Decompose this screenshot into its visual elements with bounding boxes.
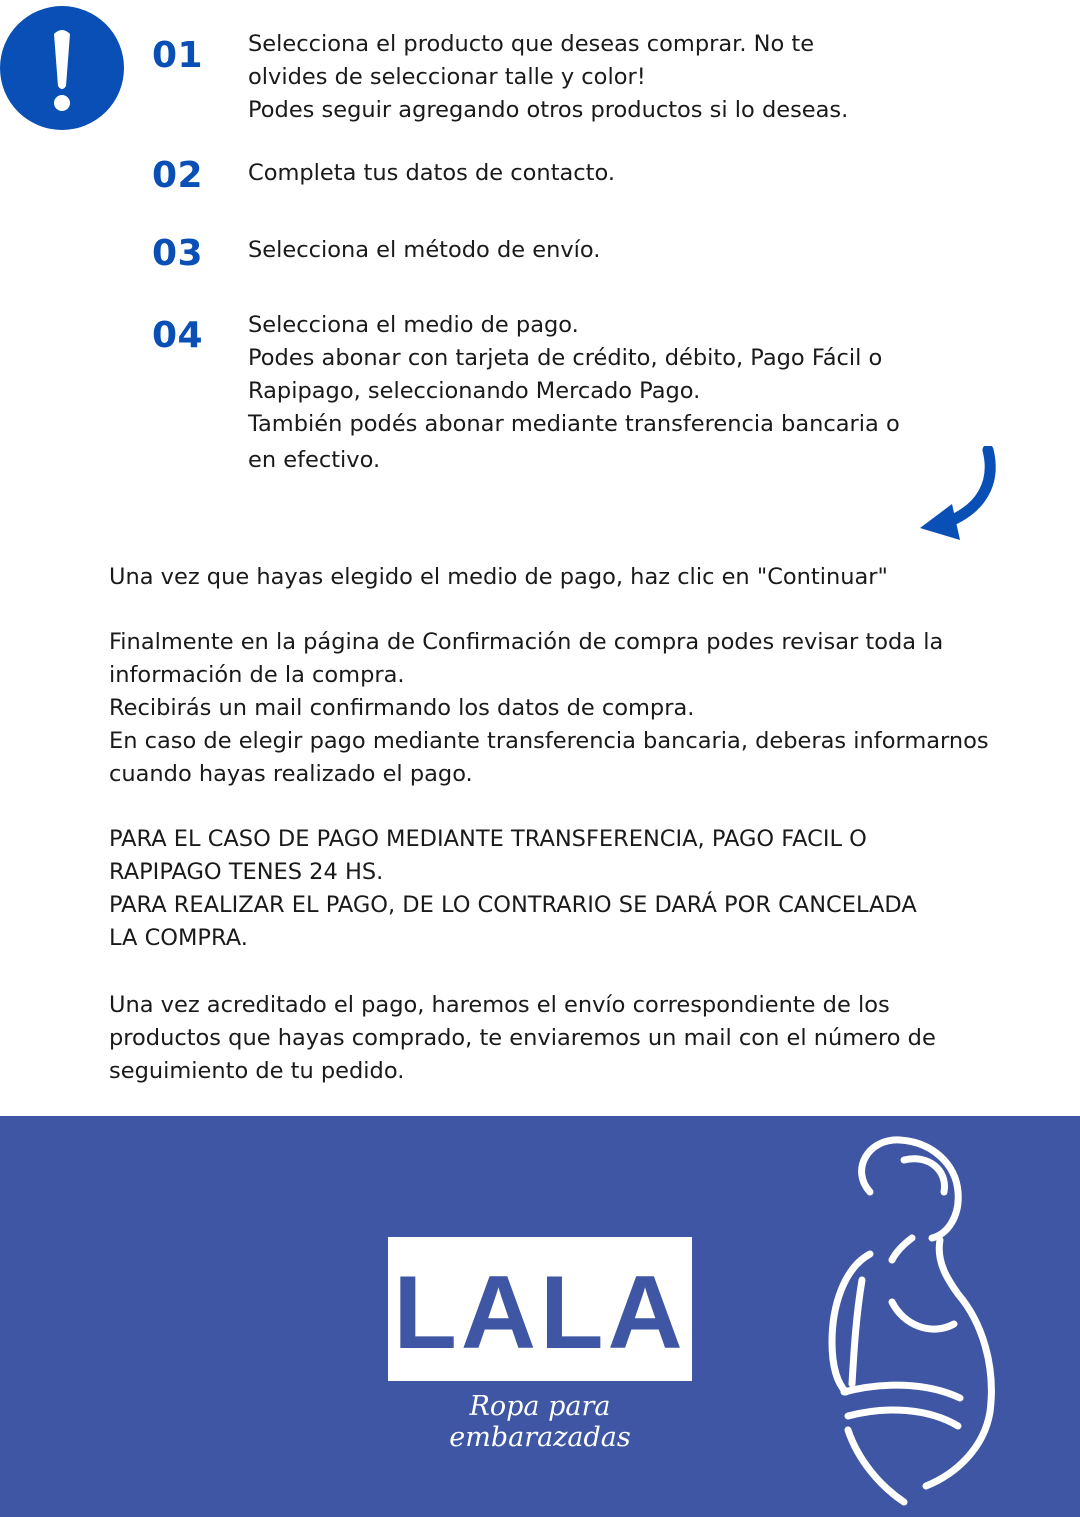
step-number-04: 04 (152, 315, 204, 356)
warning-line: RAPIPAGO TENES 24 HS. (109, 859, 384, 885)
step-text-04 (248, 309, 938, 477)
step-01-line: Podes seguir agregando otros productos si lo deseas. (248, 97, 849, 123)
step-04-line: También podés abonar mediante transferencia bancaria o (248, 411, 900, 437)
exclamation-icon (0, 6, 124, 130)
paragraph-line: En caso de elegir pago mediante transferencia bancaria, deberas informarnos (109, 728, 989, 754)
brand-footer (0, 1116, 1080, 1517)
shipping-paragraph (109, 989, 1029, 1088)
pregnant-woman-silhouette-icon (808, 1130, 1008, 1510)
step-number-01: 01 (152, 35, 204, 76)
step-04-line: Podes abonar con tarjeta de crédito, débito, Pago Fácil o (248, 345, 883, 371)
curved-arrow-icon (912, 446, 1004, 546)
paragraph-line: Una vez acreditado el pago, haremos el envío correspondiente de los (109, 992, 890, 1018)
step-04-line: en efectivo. (248, 447, 381, 473)
step-text-02 (248, 157, 938, 190)
paragraph-line: productos que hayas comprado, te enviaremos un mail con el número de (109, 1025, 936, 1051)
brand-name: LALA (393, 1255, 687, 1371)
paragraph-line: Recibirás un mail confirmando los datos de compra. (109, 695, 695, 721)
step-02-line: Completa tus datos de contacto. (248, 160, 616, 186)
warning-line: PARA EL CASO DE PAGO MEDIANTE TRANSFERENCIA, PAGO FACIL O (109, 826, 867, 852)
paragraph-line: Finalmente en la página de Confirmación de compra podes revisar toda la (109, 629, 944, 655)
paragraph-line: seguimiento de tu pedido. (109, 1058, 405, 1084)
paragraph-line: información de la compra. (109, 662, 405, 688)
step-04-line: Selecciona el medio de pago. (248, 312, 579, 338)
brand-logo (388, 1237, 692, 1381)
step-03-line: Selecciona el método de envío. (248, 237, 601, 263)
paragraph-line: cuando hayas realizado el pago. (109, 761, 473, 787)
continue-note-text: Una vez que hayas elegido el medio de pago, haz clic en "Continuar" (109, 564, 888, 590)
step-text-01 (248, 28, 938, 127)
step-number-02: 02 (152, 155, 204, 196)
step-number-03: 03 (152, 233, 204, 274)
confirmation-paragraph (109, 626, 1029, 791)
warning-line: PARA REALIZAR EL PAGO, DE LO CONTRARIO SE DARÁ POR CANCELADA (109, 892, 917, 918)
step-01-line: olvides de seleccionar talle y color! (248, 64, 646, 90)
step-04-line: Rapipago, seleccionando Mercado Pago. (248, 378, 701, 404)
step-text-03 (248, 234, 938, 267)
payment-deadline-warning (109, 823, 1029, 955)
step-01-line: Selecciona el producto que deseas comprar. No te (248, 31, 815, 57)
brand-tagline: Ropa para embarazadas (449, 1391, 631, 1453)
warning-line: LA COMPRA. (109, 925, 248, 951)
continue-note (109, 561, 1029, 594)
